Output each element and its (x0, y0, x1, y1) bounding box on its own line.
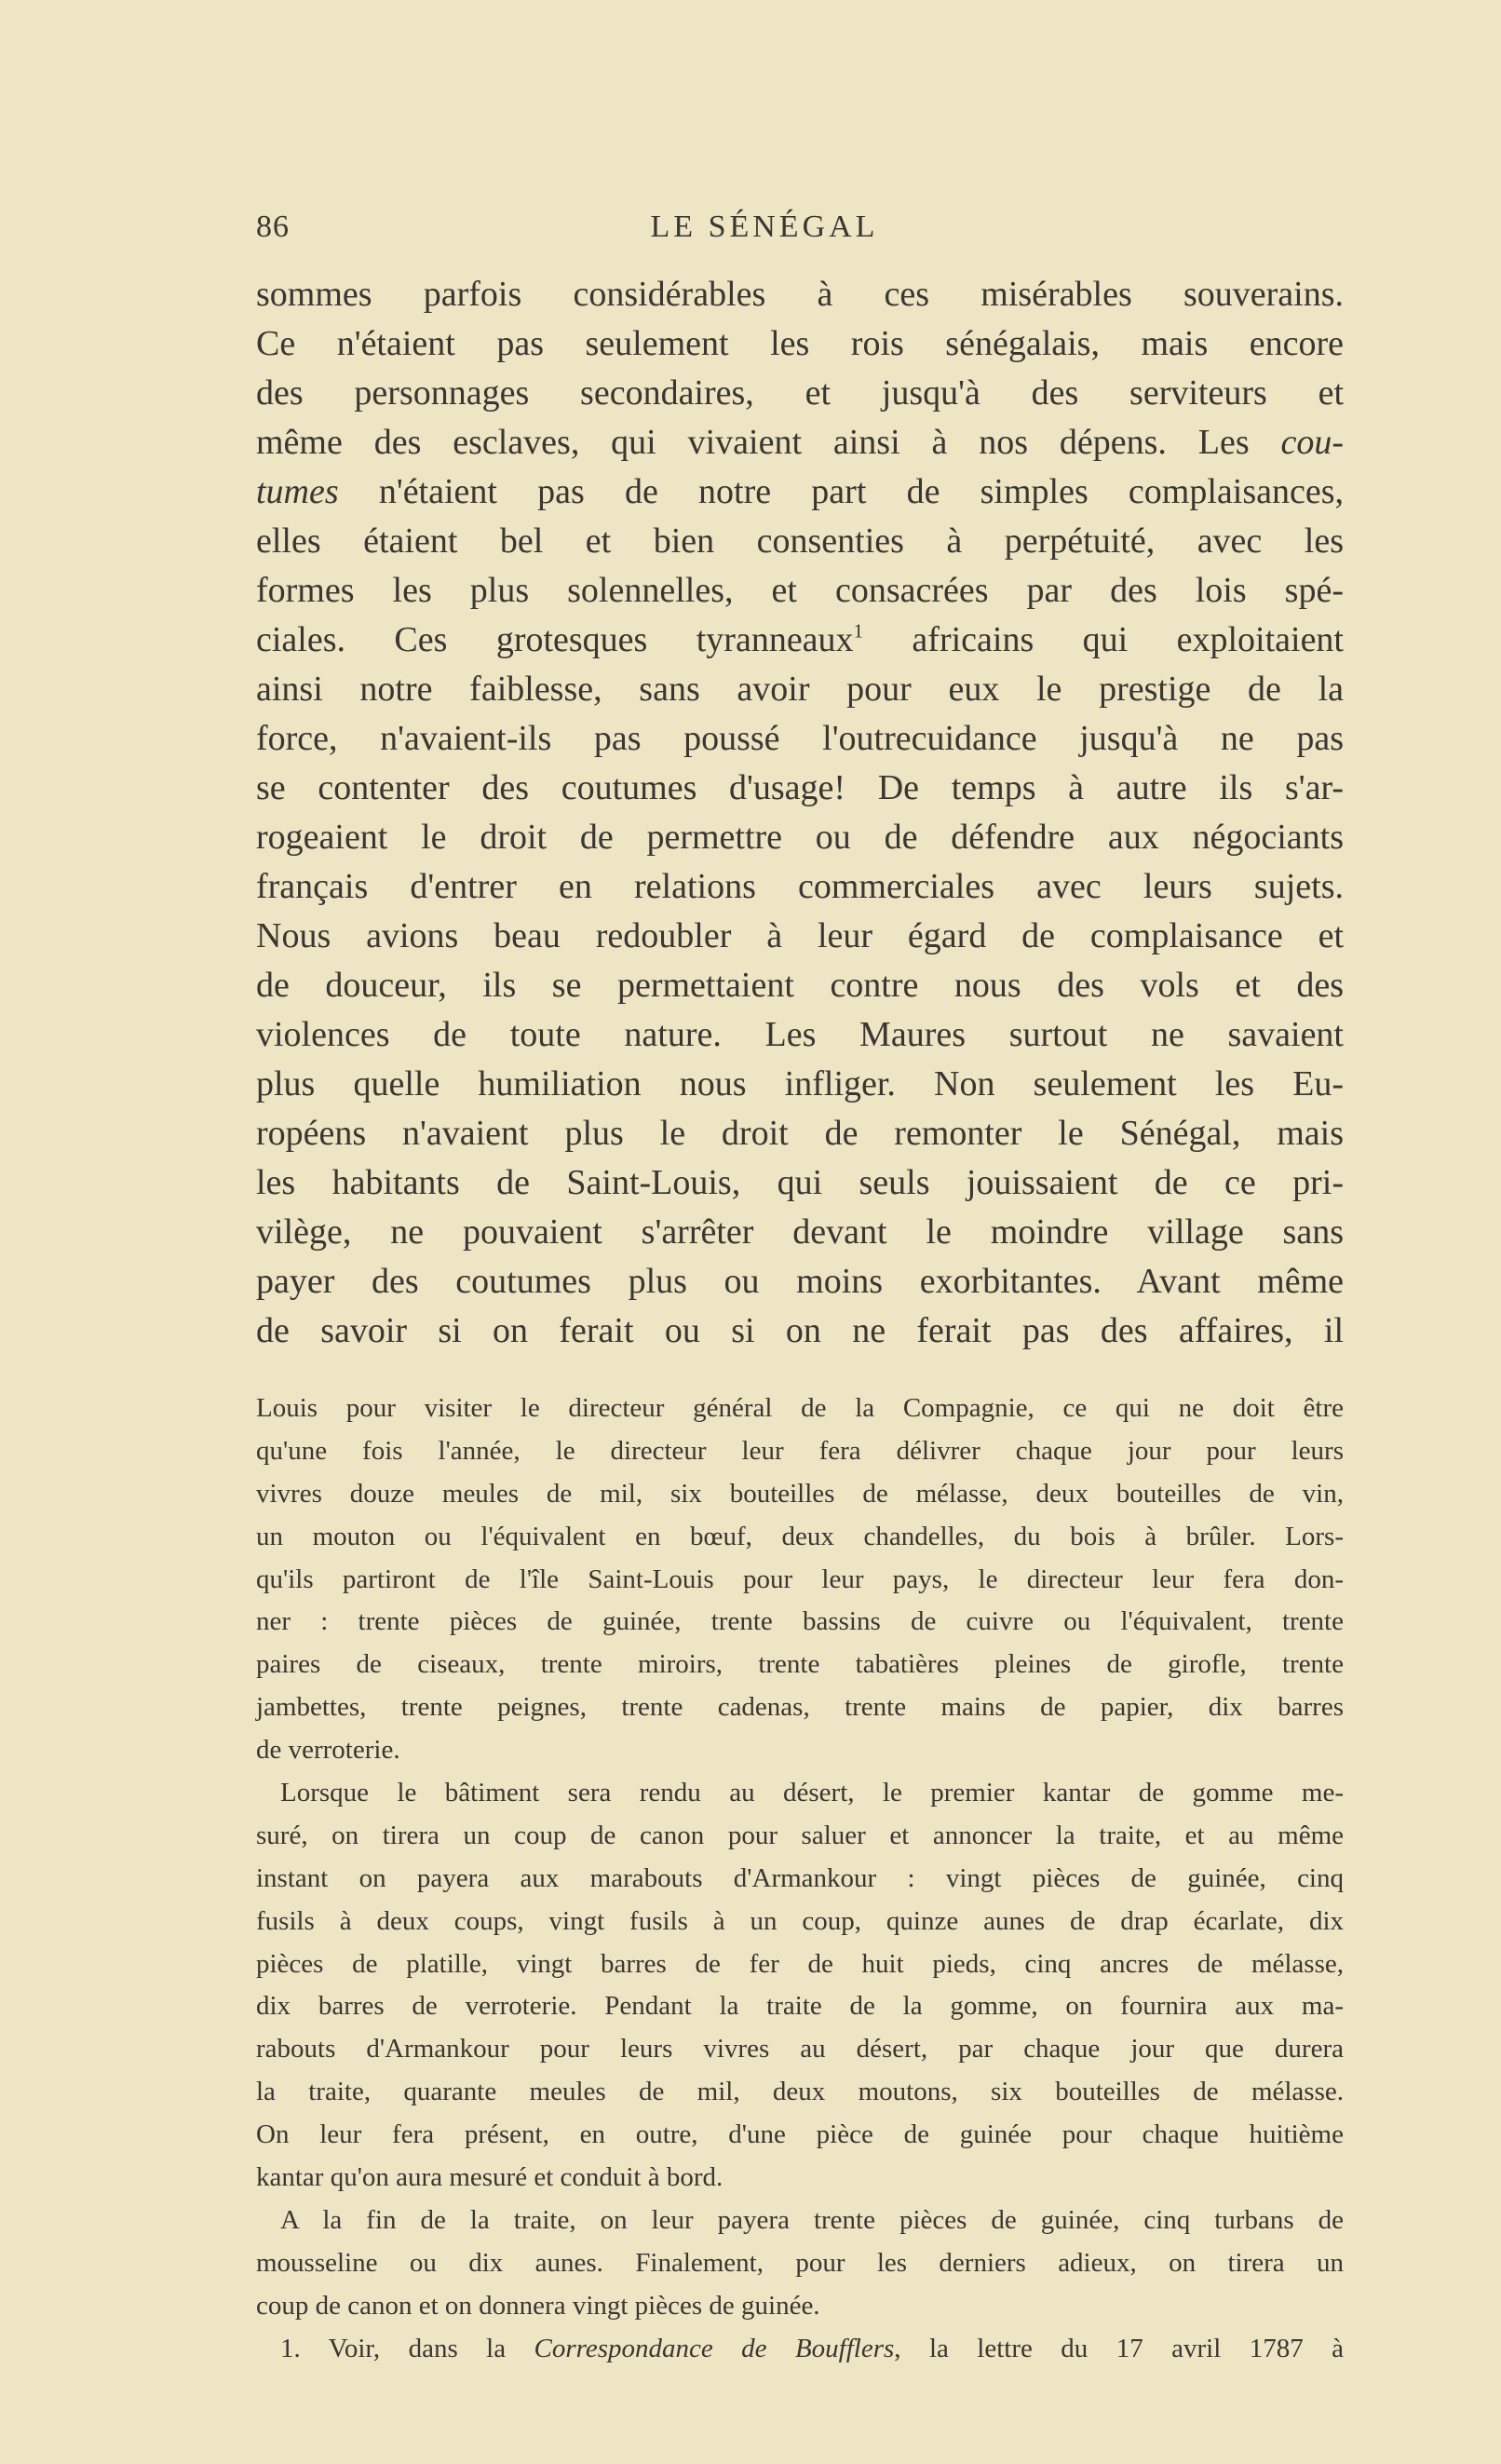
text-segment: jambettes, trente peignes, trente cadenas, trente mains de papier, dix barres (256, 1692, 1344, 1723)
footnote-line (256, 2071, 1344, 2114)
footnote-line (256, 1516, 1344, 1559)
footnote-line (256, 1686, 1344, 1729)
running-title: LE SÉNÉGAL (650, 210, 879, 244)
text-segment: la traite, quarante meules de mil, deux moutons, six bouteilles de mélasse. (256, 2077, 1344, 2107)
text-segment: n'étaient pas de notre part de simples complaisances, (338, 472, 1344, 511)
body-line (256, 813, 1344, 862)
footnote-line (256, 1559, 1344, 1602)
text-segment: paires de ciseaux, trente miroirs, trente tabatières pleines de girofle, trente (256, 1649, 1344, 1680)
body-line (256, 319, 1344, 369)
text-segment: coup de canon et on donnera vingt pièces de guinée. (256, 2290, 820, 2321)
body-line (256, 369, 1344, 418)
text-segment: On leur fera présent, en outre, d'une pièce de guinée pour chaque huitième (256, 2119, 1344, 2150)
footnote-line (256, 1815, 1344, 1858)
text-segment: rogeaient le droit de permettre ou de défendre aux négociants (256, 818, 1344, 857)
text-segment: pièces de platille, vingt barres de fer de huit pieds, cinq ancres de mélasse, (256, 1948, 1344, 1979)
text-segment: qu'une fois l'année, le directeur leur fera délivrer chaque jour pour leurs (256, 1435, 1344, 1466)
body-line (256, 862, 1344, 912)
body-line (256, 418, 1344, 467)
footnote-line (256, 1388, 1344, 1430)
body-line (256, 616, 1344, 665)
text-segment: , la lettre du 17 avril 1787 à (894, 2333, 1344, 2363)
page-number: 86 (256, 210, 290, 244)
footnote-line (256, 1601, 1344, 1644)
text-segment: vivres douze meules de mil, six bouteilles de mélasse, deux bouteilles de vin, (256, 1478, 1344, 1509)
body-line (256, 1158, 1344, 1208)
body-line (256, 961, 1344, 1010)
body-line (256, 1208, 1344, 1257)
footnote-line (256, 1985, 1344, 2028)
text-segment: formes les plus solennelles, et consacrées par des lois spé- (256, 571, 1344, 610)
body-line (256, 665, 1344, 714)
text-segment: dix barres de verroterie. Pendant la traite de la gomme, on fournira aux ma- (256, 1991, 1344, 2022)
italic-text: cou- (1280, 423, 1344, 462)
text-segment: un mouton ou l'équivalent en bœuf, deux chandelles, du bois à brûler. Lors- (256, 1521, 1344, 1551)
text-segment: ropéens n'avaient plus le droit de remonter le Sénégal, mais (256, 1114, 1344, 1153)
footnote-line (256, 1729, 1344, 1772)
footnote-line (256, 1644, 1344, 1686)
text-segment: fusils à deux coups, vingt fusils à un coup, quinze aunes de drap écarlate, dix (256, 1905, 1344, 1936)
footnote-line (256, 1430, 1344, 1473)
body-line (256, 764, 1344, 813)
text-segment: vilège, ne pouvaient s'arrêter devant le moindre village sans (256, 1212, 1344, 1252)
text-segment: plus quelle humiliation nous infliger. Non seulement les Eu- (256, 1064, 1344, 1103)
text-segment: même des esclaves, qui vivaient ainsi à nos dépens. Les (256, 423, 1281, 462)
footnote-marker: 1 (853, 619, 864, 643)
text-segment: sommes parfois considérables à ces misérables souverains. (256, 275, 1344, 314)
footnote-line (256, 2285, 1344, 2328)
text-segment: de douceur, ils se permettaient contre nous des vols et des (256, 966, 1344, 1005)
body-line (256, 270, 1344, 319)
text-segment: instant on payera aux marabouts d'Armankour : vingt pièces de guinée, cinq (256, 1862, 1344, 1893)
body-line (256, 517, 1344, 566)
text-segment: Louis pour visiter le directeur général de la Compagnie, ce qui ne doit être (256, 1393, 1344, 1423)
text-segment: de verroterie. (256, 1735, 400, 1766)
text-segment: africains qui exploitaient (863, 620, 1344, 659)
text-segment: Nous avions beau redoubler à leur égard de complaisance et (256, 916, 1344, 955)
text-segment: A la fin de la traite, on leur payera trente pièces de guinée, cinq turbans de (280, 2204, 1344, 2235)
footnote-line (256, 1901, 1344, 1943)
body-line (256, 1109, 1344, 1158)
text-segment: français d'entrer en relations commerciales avec leurs sujets. (256, 867, 1344, 906)
footnote-line (256, 2200, 1344, 2242)
body-line (256, 912, 1344, 961)
text-segment: violences de toute nature. Les Maures surtout ne savaient (256, 1015, 1344, 1054)
footnote-line (256, 1858, 1344, 1901)
footnote-line (256, 2157, 1344, 2200)
text-segment: mousseline ou dix aunes. Finalement, pour les derniers adieux, on tirera un (256, 2247, 1344, 2278)
text-segment: kantar qu'on aura mesuré et conduit à bord. (256, 2162, 723, 2193)
body-line (256, 1306, 1344, 1356)
footnote-line (256, 1772, 1344, 1815)
text-segment: se contenter des coutumes d'usage! De temps à autre ils s'ar- (256, 768, 1344, 807)
text-segment: des personnages secondaires, et jusqu'à des serviteurs et (256, 373, 1344, 413)
text-segment: ner : trente pièces de guinée, trente bassins de cuivre ou l'équivalent, trente (256, 1606, 1344, 1637)
footnote-line (256, 2242, 1344, 2285)
footnote-line (256, 1943, 1344, 1986)
italic-text: tumes (256, 472, 339, 511)
body-line (256, 1257, 1344, 1306)
body-line (256, 1060, 1344, 1109)
text-segment: Ce n'étaient pas seulement les rois sénégalais, mais encore (256, 324, 1344, 363)
text-segment: de savoir si on ferait ou si on ne ferait pas des affaires, il (256, 1311, 1344, 1350)
footnote-line (256, 1473, 1344, 1516)
footnote-line (256, 2114, 1344, 2157)
text-segment: payer des coutumes plus ou moins exorbitantes. Avant même (256, 1262, 1344, 1301)
body-line (256, 467, 1344, 517)
body-line (256, 1010, 1344, 1060)
body-line (256, 714, 1344, 764)
footnote-line (256, 2028, 1344, 2071)
footnotes (256, 1388, 1344, 2370)
text-segment: 1. Voir, dans la (280, 2333, 534, 2363)
body-line (256, 566, 1344, 616)
text-segment: rabouts d'Armankour pour leurs vivres au désert, par chaque jour que durera (256, 2034, 1344, 2065)
italic-text: Correspondance de Boufflers (534, 2333, 895, 2363)
text-segment: elles étaient bel et bien consenties à perpétuité, avec les (256, 521, 1344, 561)
body-text (256, 270, 1344, 1356)
text-segment: Lorsque le bâtiment sera rendu au désert, le premier kantar de gomme me- (280, 1778, 1344, 1808)
text-segment: qu'ils partiront de l'île Saint-Louis pour leur pays, le directeur leur fera don- (256, 1564, 1344, 1594)
footnote-line (256, 2328, 1344, 2371)
text-segment: les habitants de Saint-Louis, qui seuls jouissaient de ce pri- (256, 1163, 1344, 1202)
text-segment: suré, on tirera un coup de canon pour saluer et annoncer la traite, et au même (256, 1820, 1344, 1850)
text-segment: force, n'avaient-ils pas poussé l'outrecuidance jusqu'à ne pas (256, 719, 1344, 758)
text-segment: ciales. Ces grotesques tyranneaux (256, 620, 854, 659)
text-segment: ainsi notre faiblesse, sans avoir pour eux le prestige de la (256, 670, 1344, 709)
